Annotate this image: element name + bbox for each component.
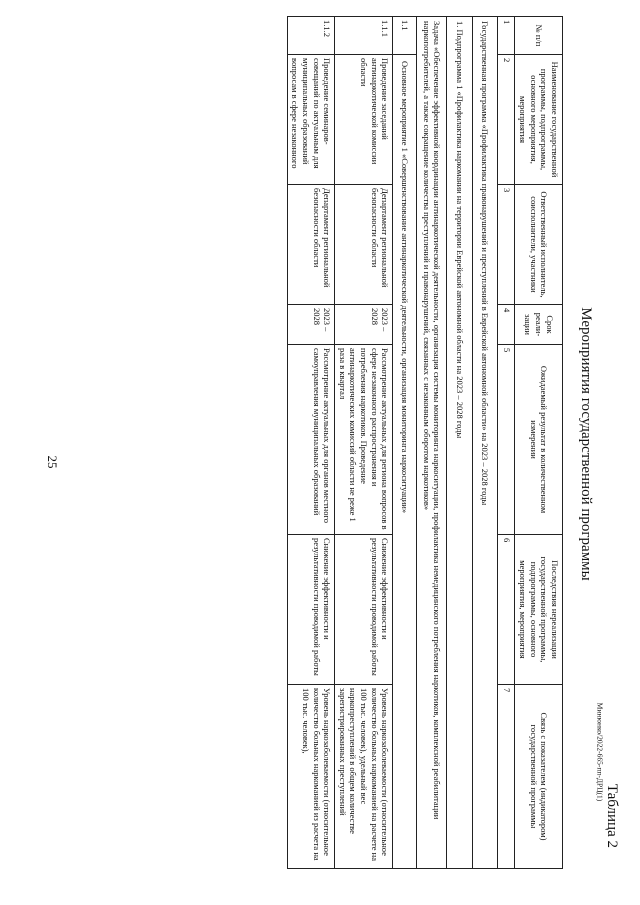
table-row	[335, 17, 393, 869]
row-result: Рассмотрение актуальных для органов местного самоуправления муниципальных образований	[287, 345, 335, 535]
row-indicator-link: Уровень наркозаболеваемости (относительное количество больных наркоманией на расчете на 100 тыс. человек), удельный вес наркопреступлений в общем количестве зарегистрированных преступлений	[335, 685, 393, 869]
program-row	[472, 17, 498, 869]
main-event-row	[393, 17, 417, 869]
header-executor: Ответственный исполнитель, соисполнители, участники	[515, 185, 563, 305]
events-table	[287, 16, 563, 869]
footer-document-code: Минюнко/2022-665-пп-ДРЦ(1)	[595, 702, 605, 802]
program-title: Государственная программа «Профилактика правонарушений и преступлений в Еврейской автономной области» на 2023 – 2028 годы	[472, 17, 498, 869]
header-name: Наименование государственной программы, подпрограммы, основного мероприятия, мероприятия	[515, 55, 563, 185]
subprogram-title: 1. Подпрограмма 1 «Профилактика наркомании на территории Еврейской автономной области на 2023 – 2028 годы	[447, 17, 473, 869]
table-row	[287, 17, 335, 869]
task-text: Задача «Обеспечение эффективной координации антинаркотической деятельности, организация системы мониторинга наркоситуации, профилактика немедицинского потребления наркотиков, комплексной реабилитации наркопотребителей, а также сокращение количества преступлений и правонарушений, связанных с незаконным оборотом наркотиков»	[417, 17, 447, 869]
row-executor: Департамент региональной безопасности области	[335, 185, 393, 305]
column-number: 7	[498, 685, 515, 869]
main-event-title: Основное мероприятие 1 «Совершенствование антинаркотической деятельности, организация мониторинга наркоситуации»	[393, 55, 417, 869]
row-name: Проведение заседаний антинаркотической комиссии области	[335, 55, 393, 185]
row-executor: Департамент региональной безопасности области	[287, 185, 335, 305]
row-number: 1.1.1	[335, 17, 393, 55]
header-number: № п/п	[515, 17, 563, 55]
table-label: Таблица 2	[604, 783, 620, 848]
header-indicator-link: Связь с показателем (индикатором) государственной программы	[515, 685, 563, 869]
column-numbers-row	[498, 17, 515, 869]
row-term: 2023 – 2028	[335, 305, 393, 345]
row-name: Проведение семинаров-совещаний по актуальным для муниципальных образований вопросам в сфере незаконного	[287, 55, 335, 185]
column-number: 6	[498, 535, 515, 685]
column-number: 1	[498, 17, 515, 55]
row-result: Рассмотрение актуальных для региона вопросов в сфере незаконного распространения и потребления наркотиков. Проведение антинаркотических комиссий области не реже 1 раза в квартал	[335, 345, 393, 535]
landscape-content	[34, 10, 626, 878]
main-event-number: 1.1	[393, 17, 417, 55]
task-row	[417, 17, 447, 869]
column-number: 5	[498, 345, 515, 535]
subprogram-row	[447, 17, 473, 869]
column-number: 2	[498, 55, 515, 185]
row-term: 2023 – 2028	[287, 305, 335, 345]
header-term: Срок реали-зации	[515, 305, 563, 345]
row-consequences: Снижение эффективности и результативности проводимой работы	[287, 535, 335, 685]
page-number: 25	[45, 455, 60, 469]
row-indicator-link: Уровень наркозаболеваемости (относительное количество больных наркоманией из расчета на 100 тыс. человек),	[287, 685, 335, 869]
header-consequences: Последствия нереализации государственной программы, подпрограммы, основного мероприятия, мероприятия	[515, 535, 563, 685]
document-title: Мероприятия государственной программы	[578, 307, 594, 581]
column-number: 4	[498, 305, 515, 345]
row-consequences: Снижение эффективности и результативности проводимой работы	[335, 535, 393, 685]
header-row	[515, 17, 563, 869]
column-number: 3	[498, 185, 515, 305]
row-number: 1.1.2	[287, 17, 335, 55]
header-result: Ожидаемый результат в количественном измерении	[515, 345, 563, 535]
